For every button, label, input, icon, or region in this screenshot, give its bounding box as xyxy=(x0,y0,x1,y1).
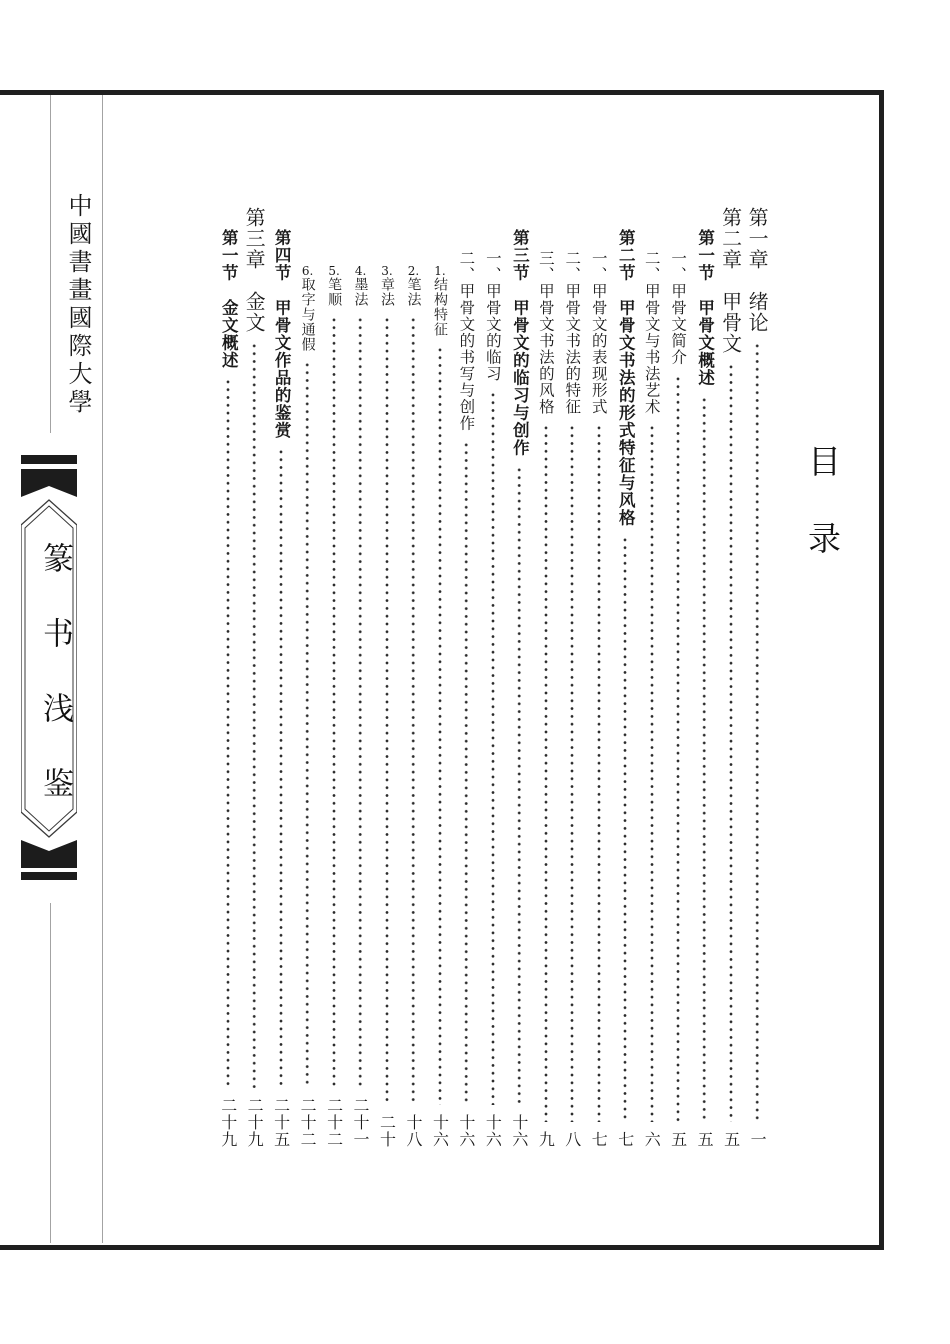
toc-entry-page: 二十一 xyxy=(351,1097,371,1148)
dot-leader xyxy=(665,375,691,1123)
dot-leader xyxy=(321,316,347,1088)
toc-entry-page: 十六 xyxy=(456,1114,476,1148)
toc-heading: 目录 xyxy=(803,444,842,598)
toc-entry-page: 二十 xyxy=(377,1114,397,1148)
dot-leader xyxy=(400,316,426,1105)
toc-entry-title: 取字与通假 xyxy=(299,277,316,352)
toc-entry-page: 五 xyxy=(721,1131,741,1148)
toc-entry-title: 第三节 甲骨文的临习与创作 xyxy=(510,229,530,457)
toc-entry xyxy=(506,205,532,1148)
emblem-bottom-bar xyxy=(21,872,77,880)
toc-entry-page: 十六 xyxy=(430,1114,450,1148)
toc-entry-title: 章法 xyxy=(379,277,396,307)
toc-entry xyxy=(347,205,373,1148)
toc-entry xyxy=(612,205,638,1148)
toc-entry xyxy=(665,205,691,1148)
toc-entry-page: 十六 xyxy=(483,1114,503,1148)
dot-leader xyxy=(215,378,241,1088)
spine-rule-left-upper xyxy=(50,95,51,433)
toc-entry-page: 九 xyxy=(536,1131,556,1148)
dot-leader xyxy=(744,342,770,1122)
toc-entry xyxy=(559,205,585,1148)
toc-entry-page: 七 xyxy=(589,1131,609,1148)
dot-leader xyxy=(612,536,638,1123)
toc-entry-page: 十八 xyxy=(403,1114,423,1148)
toc-entry-title: 二、甲骨文书法的特征 xyxy=(563,250,582,415)
toc-entry-title: 第二章 甲骨文 xyxy=(718,207,743,354)
toc-entry-title: 第一节 甲骨文概述 xyxy=(695,229,715,387)
dot-leader xyxy=(374,316,400,1105)
toc-entry xyxy=(268,205,294,1148)
toc-entry-page: 五 xyxy=(668,1131,688,1148)
toc-entry xyxy=(718,205,744,1148)
dot-leader xyxy=(691,396,717,1123)
dot-leader xyxy=(347,316,373,1088)
toc-entry-title: 二、甲骨文与书法艺术 xyxy=(642,250,661,415)
toc-entry xyxy=(321,205,347,1148)
toc-entry-page: 八 xyxy=(562,1131,582,1148)
dot-leader xyxy=(533,424,559,1122)
toc-entry-number: 4. xyxy=(354,265,367,277)
toc-entry xyxy=(374,205,400,1148)
toc-entry-page: 一 xyxy=(748,1131,768,1148)
dot-leader xyxy=(453,441,479,1106)
toc-entry xyxy=(480,205,506,1148)
toc-entry xyxy=(400,205,426,1148)
toc-entry-page: 二十二 xyxy=(324,1097,344,1148)
toc-entry-page: 二十九 xyxy=(218,1097,238,1148)
toc-entry xyxy=(294,205,320,1148)
toc-entry-page: 六 xyxy=(642,1131,662,1148)
dot-leader xyxy=(586,424,612,1122)
toc-entry-page: 十六 xyxy=(509,1114,529,1148)
toc-entry-number: 6. xyxy=(301,265,314,277)
toc-entry-title: 笔法 xyxy=(405,277,422,307)
spine-rule-left-lower xyxy=(50,903,51,1243)
toc-entry-number: 2. xyxy=(407,265,420,277)
dot-leader xyxy=(241,342,267,1088)
toc-entry xyxy=(241,205,267,1148)
dot-leader xyxy=(427,346,453,1105)
toc-entry-title: 一、甲骨文的表现形式 xyxy=(589,250,608,415)
toc-entry-page: 二十九 xyxy=(245,1097,265,1148)
toc-entry-title: 一、甲骨文简介 xyxy=(669,250,688,366)
toc-entry-title: 笔顺 xyxy=(326,277,343,307)
toc-entry-title: 一、甲骨文的临习 xyxy=(483,250,502,382)
dot-leader xyxy=(718,363,744,1122)
emblem-top-bar xyxy=(21,455,77,464)
toc-entry xyxy=(427,205,453,1148)
toc-entry-page: 二十五 xyxy=(271,1097,291,1148)
toc-entry xyxy=(453,205,479,1148)
toc-entry-title: 二、甲骨文的书写与创作 xyxy=(457,250,476,432)
book-title: 篆书浅鉴 xyxy=(37,542,73,842)
spine-rule-right xyxy=(102,95,103,1243)
ribbon-top-icon xyxy=(21,469,77,497)
toc-entry-title: 第二节 甲骨文书法的形式特征与风格 xyxy=(616,229,636,527)
toc-entry xyxy=(586,205,612,1148)
toc-entry xyxy=(215,205,241,1148)
ribbon-bottom-icon xyxy=(21,840,77,868)
dot-leader xyxy=(480,391,506,1105)
toc-entry-title: 第四节 甲骨文作品的鉴赏 xyxy=(272,229,292,439)
toc-entry-page: 七 xyxy=(615,1131,635,1148)
toc-entry-title: 第一节 金文概述 xyxy=(219,229,239,369)
toc-entry-number: 3. xyxy=(381,265,393,277)
toc-entry xyxy=(533,205,559,1148)
toc-entry-title: 第三章 金文 xyxy=(242,207,267,333)
toc-entry-title: 三、甲骨文书法的风格 xyxy=(536,250,555,415)
institution-name: 中國書畫國際大學 xyxy=(64,193,92,417)
toc-entry-number: 5. xyxy=(328,265,340,277)
toc-entry xyxy=(639,205,665,1148)
toc-entry xyxy=(691,205,717,1148)
toc-list xyxy=(215,205,771,1148)
dot-leader xyxy=(268,448,294,1088)
toc-entry-title: 第一章 绪论 xyxy=(745,207,770,333)
toc-entry-page: 二十二 xyxy=(298,1097,318,1148)
dot-leader xyxy=(559,424,585,1122)
toc-entry-title: 结构特征 xyxy=(431,277,448,337)
toc-entry xyxy=(744,205,770,1148)
toc-entry-page: 五 xyxy=(695,1131,715,1148)
toc-entry-title: 墨法 xyxy=(352,277,369,307)
toc-entry-number: 1. xyxy=(434,265,446,277)
dot-leader xyxy=(639,424,665,1122)
dot-leader xyxy=(506,466,532,1106)
dot-leader xyxy=(294,361,320,1088)
